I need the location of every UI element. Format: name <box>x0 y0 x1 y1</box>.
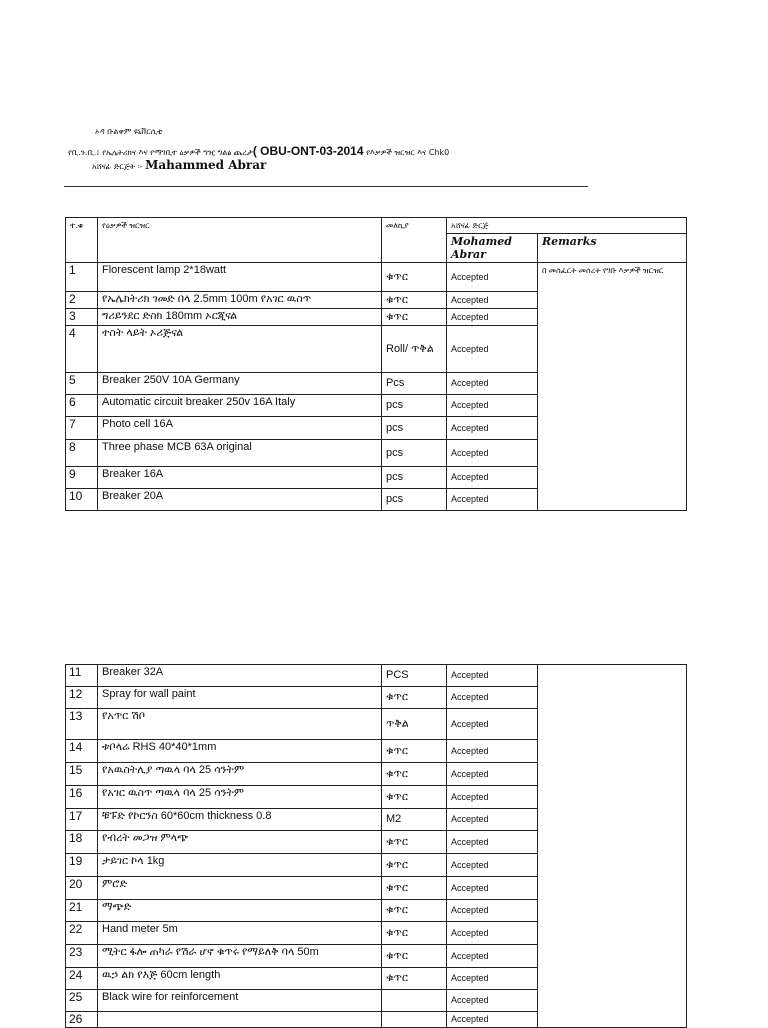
item-unit <box>382 990 447 1012</box>
item-unit: ቁጥር <box>382 263 447 292</box>
item-description: ቱቦላሬ RHS 40*40*1mm <box>98 740 382 763</box>
item-unit: pcs <box>382 467 447 489</box>
item-description: Breaker 20A <box>98 489 382 511</box>
item-unit: M2 <box>382 809 447 831</box>
row-number: 26 <box>66 1012 98 1028</box>
item-status: Accepted <box>447 395 538 417</box>
table-header-row <box>66 218 687 234</box>
item-unit: ጥቅል <box>382 709 447 740</box>
item-status: Accepted <box>447 968 538 990</box>
row-number: 16 <box>66 786 98 809</box>
item-status: Accepted <box>447 763 538 786</box>
item-unit: pcs <box>382 417 447 440</box>
item-unit: pcs <box>382 395 447 417</box>
item-description <box>98 1012 382 1028</box>
winner-label: አሸናፊ ድርጅት ፡- <box>92 162 143 171</box>
item-status: Accepted <box>447 1012 538 1028</box>
item-description: Breaker 32A <box>98 665 382 687</box>
header-remarks: Remarks <box>538 234 687 263</box>
item-unit: PCS <box>382 665 447 687</box>
item-status: Accepted <box>447 467 538 489</box>
row-number: 11 <box>66 665 98 687</box>
items-table-2 <box>65 664 687 1028</box>
table-row <box>66 665 687 687</box>
row-number: 18 <box>66 831 98 854</box>
row-number: 12 <box>66 687 98 709</box>
item-status: Accepted <box>447 740 538 763</box>
header-divider <box>64 186 588 187</box>
row-number: 14 <box>66 740 98 763</box>
item-description: Photo cell 16A <box>98 417 382 440</box>
item-description: Black wire for reinforcement <box>98 990 382 1012</box>
row-number: 21 <box>66 900 98 922</box>
row-number: 1 <box>66 263 98 292</box>
tender-code: ( OBU-ONT-03-2014 <box>252 144 364 158</box>
table-row <box>66 263 687 292</box>
row-number: 9 <box>66 467 98 489</box>
item-description: Breaker 16A <box>98 467 382 489</box>
row-number: 2 <box>66 292 98 309</box>
remarks-cell: በ መስፈርት መሰረት የገቡ እቃዎች ዝርዝር <box>538 263 687 511</box>
item-unit: pcs <box>382 489 447 511</box>
item-description: Three phase MCB 63A original <box>98 440 382 467</box>
header-items: የዕቃዎች ዝርዝር <box>98 218 382 263</box>
item-description: ምሮድ <box>98 877 382 900</box>
row-number: 25 <box>66 990 98 1012</box>
item-status: Accepted <box>447 709 538 740</box>
row-number: 10 <box>66 489 98 511</box>
item-status: Accepted <box>447 854 538 877</box>
item-description: የአጥር ሽቦ <box>98 709 382 740</box>
row-number: 20 <box>66 877 98 900</box>
item-unit: ቁጥር <box>382 968 447 990</box>
header-unit: መለኪያ <box>382 218 447 263</box>
item-status: Accepted <box>447 326 538 373</box>
item-unit <box>382 1012 447 1028</box>
remarks-cell <box>538 665 687 1028</box>
item-unit: ቁጥር <box>382 292 447 309</box>
item-description: ቹፑድ የኮርንስ 60*60cm thickness 0.8 <box>98 809 382 831</box>
item-description: የብረት መጋዝ ምላጭ <box>98 831 382 854</box>
row-number: 8 <box>66 440 98 467</box>
items-table-1 <box>65 217 687 511</box>
university-name: ኦዳ ቡልቀም ዩኒቨርሲቲ <box>95 127 163 136</box>
row-number: 23 <box>66 945 98 968</box>
item-status: Accepted <box>447 990 538 1012</box>
item-status: Accepted <box>447 831 538 854</box>
item-unit: ቁጥር <box>382 309 447 326</box>
item-status: Accepted <box>447 373 538 395</box>
item-status: Accepted <box>447 945 538 968</box>
item-description: Florescent lamp 2*18watt <box>98 263 382 292</box>
item-unit: ቁጥር <box>382 900 447 922</box>
item-unit: ቁጥር <box>382 763 447 786</box>
item-unit: ቁጥር <box>382 687 447 709</box>
winner-line <box>92 158 266 172</box>
item-status: Accepted <box>447 417 538 440</box>
row-number: 6 <box>66 395 98 417</box>
item-description: የአገር ዉስጥ ጣዉላ ባላ 25 ሳንትም <box>98 786 382 809</box>
row-number: 15 <box>66 763 98 786</box>
item-unit: ቁጥር <box>382 854 447 877</box>
item-unit: ቁጥር <box>382 831 447 854</box>
header-bidder: Mohamed Abrar <box>447 234 538 263</box>
tender-title-prefix: የቢ.ን.ቢ.፤ የኤሌትሪክና እና የማገቢተ ዕቃዎች ግዢ ግልፅ ጨረታ <box>68 148 253 157</box>
item-unit: ቁጥር <box>382 740 447 763</box>
row-number: 22 <box>66 922 98 945</box>
item-unit: ቁጥር <box>382 945 447 968</box>
row-number: 13 <box>66 709 98 740</box>
item-description: Automatic circuit breaker 250v 16A Italy <box>98 395 382 417</box>
item-status: Accepted <box>447 665 538 687</box>
item-description: Breaker 250V 10A Germany <box>98 373 382 395</box>
item-status: Accepted <box>447 809 538 831</box>
row-number: 19 <box>66 854 98 877</box>
winner-name: Mahammed Abrar <box>145 158 267 172</box>
row-number: 7 <box>66 417 98 440</box>
item-description: የኤሌክትሪክ ገመድ በላ 2.5mm 100m የአገር ዉስጥ <box>98 292 382 309</box>
item-description: ማጭድ <box>98 900 382 922</box>
item-status: Accepted <box>447 900 538 922</box>
item-description: ዉኃ ልክ የእጅ 60cm length <box>98 968 382 990</box>
item-description: ሚትር ፋሎ ጠካራ የሽራ ሆኖ ቁጥሩ የማይለቅ ባላ 50m <box>98 945 382 968</box>
item-description: Hand meter 5m <box>98 922 382 945</box>
item-status: Accepted <box>447 786 538 809</box>
item-unit: ቁጥር <box>382 922 447 945</box>
header-winner: አሸናፊ ድርጅ <box>447 218 687 234</box>
item-unit: Pcs <box>382 373 447 395</box>
item-status: Accepted <box>447 440 538 467</box>
item-status: Accepted <box>447 263 538 292</box>
item-description: ተስት ላይት ኦሪጅናል <box>98 326 382 373</box>
item-status: Accepted <box>447 309 538 326</box>
item-status: Accepted <box>447 877 538 900</box>
item-unit: ቁጥር <box>382 786 447 809</box>
item-unit: pcs <box>382 440 447 467</box>
item-description: ታይገር ኮላ 1kg <box>98 854 382 877</box>
item-unit: Roll/ ጥቅል <box>382 326 447 373</box>
row-number: 24 <box>66 968 98 990</box>
item-status: Accepted <box>447 489 538 511</box>
header-number: ተ.ቁ <box>66 218 98 263</box>
item-status: Accepted <box>447 292 538 309</box>
item-description: Spray for wall paint <box>98 687 382 709</box>
tender-title <box>68 144 449 158</box>
row-number: 17 <box>66 809 98 831</box>
item-unit: ቁጥር <box>382 877 447 900</box>
row-number: 5 <box>66 373 98 395</box>
item-description: የአዉስትሊያ ጣዉላ ባላ 25 ሳንትም <box>98 763 382 786</box>
item-description: ግሪይንደር ድስክ 180mm ኦርጂናል <box>98 309 382 326</box>
item-status: Accepted <box>447 687 538 709</box>
row-number: 3 <box>66 309 98 326</box>
tender-title-suffix: የእቃዎች ዝርዝር እና Chk0 <box>366 148 450 157</box>
row-number: 4 <box>66 326 98 373</box>
item-status: Accepted <box>447 922 538 945</box>
